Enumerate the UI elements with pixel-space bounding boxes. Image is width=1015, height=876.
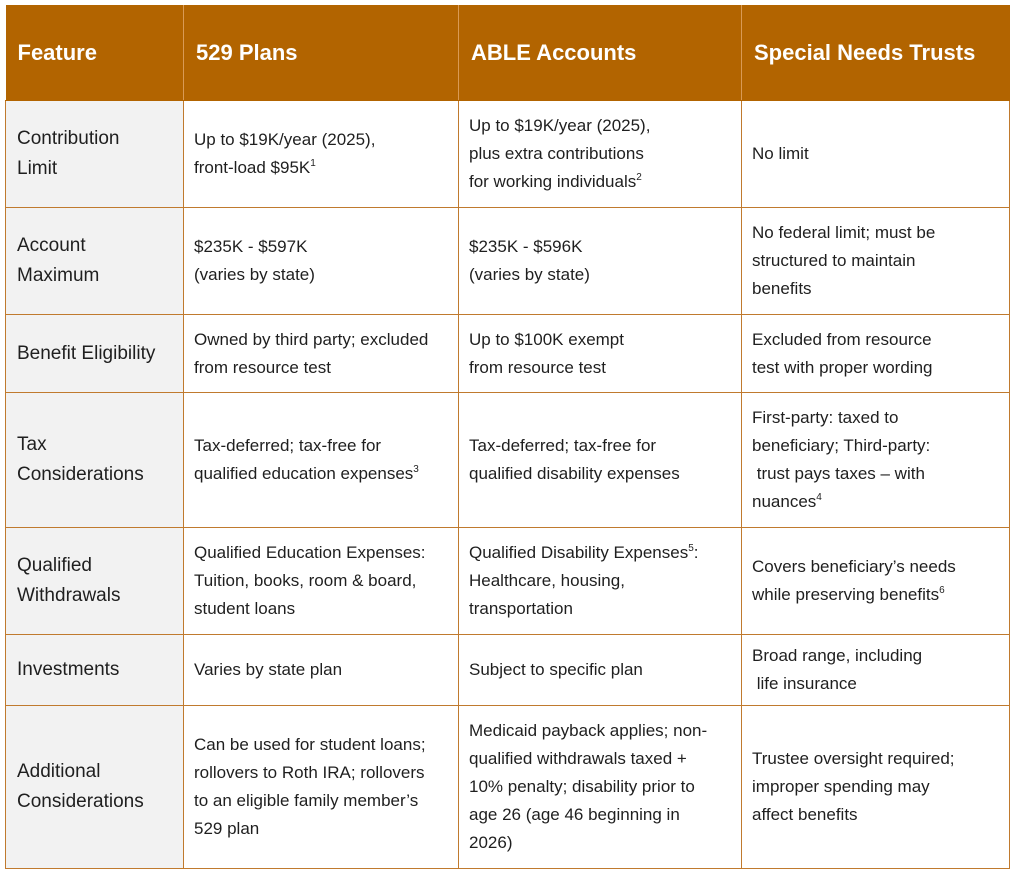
cell-able-accounts: [459, 706, 742, 869]
cell-text-line: [194, 539, 448, 567]
feature-label-line: Investments: [17, 659, 120, 680]
cell-text-line: [752, 275, 999, 303]
table-body: [6, 101, 1010, 869]
header-feature: Feature: [6, 5, 184, 101]
cell-text-line: [194, 787, 448, 815]
feature-label-line: Contribution: [17, 128, 120, 149]
cell-529-plans: [184, 528, 459, 635]
feature-label-line: Considerations: [17, 791, 144, 812]
table-row: [6, 101, 1010, 208]
cell-text: student loans: [194, 599, 296, 618]
feature-label: [6, 635, 184, 706]
feature-label-line: Maximum: [17, 265, 100, 286]
table-row: [6, 393, 1010, 528]
cell-text-line: [752, 553, 999, 581]
cell-able-accounts: [459, 528, 742, 635]
cell-text: Medicaid payback applies; non-: [469, 721, 708, 740]
cell-text: Broad range, including: [752, 646, 923, 665]
cell-text-line: [469, 773, 731, 801]
cell-text-line: [752, 140, 999, 168]
cell-text: Qualified Disability Expenses: [469, 543, 689, 562]
cell-529-plans: [184, 393, 459, 528]
feature-label-line: Withdrawals: [17, 585, 121, 606]
cell-text-line: [752, 326, 999, 354]
cell-text-line: [469, 801, 731, 829]
footnote-marker: 6: [939, 585, 945, 596]
cell-text: Covers beneficiary’s needs: [752, 557, 956, 576]
cell-special-needs-trusts: [742, 635, 1010, 706]
cell-text-line: [469, 326, 731, 354]
cell-text: qualified disability expenses: [469, 464, 680, 483]
cell-text: nuances: [752, 492, 817, 511]
cell-text: Subject to specific plan: [469, 660, 643, 679]
cell-text-line: [752, 219, 999, 247]
header-able-accounts: ABLE Accounts: [459, 5, 742, 101]
cell-text: from resource test: [469, 357, 606, 377]
cell-text-line: [752, 488, 999, 516]
cell-special-needs-trusts: [742, 208, 1010, 315]
footnote-marker: 1: [310, 158, 316, 169]
cell-text-line: [752, 354, 999, 382]
cell-text: $235K - $597K: [194, 237, 308, 256]
cell-text-line: [752, 432, 999, 460]
cell-text-line: [194, 354, 448, 382]
cell-text-line: [752, 670, 999, 698]
cell-special-needs-trusts: [742, 315, 1010, 393]
cell-text: $235K - $596K: [469, 237, 583, 256]
cell-text-line: [469, 168, 731, 196]
cell-529-plans: [184, 635, 459, 706]
cell-text: Healthcare, housing,: [469, 571, 625, 590]
cell-text: Up to $19K/year (2025),: [469, 116, 651, 135]
cell-text-line: [194, 154, 448, 182]
footnote-marker: 2: [636, 172, 642, 183]
cell-text-line: [752, 801, 999, 829]
cell-text: affect benefits: [752, 805, 858, 824]
feature-label: [6, 315, 184, 393]
cell-text-line: [194, 731, 448, 759]
cell-text-line: [194, 567, 448, 595]
feature-label: [6, 706, 184, 869]
header-529-plans: 529 Plans: [184, 5, 459, 101]
cell-text: Owned by third party; excluded: [194, 329, 429, 349]
cell-text: No federal limit; must be: [752, 223, 936, 242]
cell-text-suffix: :: [693, 543, 699, 562]
feature-label-line: Considerations: [17, 464, 144, 485]
cell-text: (varies by state): [194, 265, 315, 284]
cell-special-needs-trusts: [742, 101, 1010, 208]
cell-text: benefits: [752, 279, 812, 298]
table-row: [6, 315, 1010, 393]
cell-able-accounts: [459, 101, 742, 208]
cell-text: while preserving benefits: [752, 585, 940, 604]
comparison-table: [5, 5, 1010, 869]
cell-text: qualified withdrawals taxed +: [469, 749, 687, 768]
cell-text: Qualified Education Expenses:: [194, 543, 426, 562]
cell-text-line: [752, 745, 999, 773]
table-header: [6, 5, 1010, 101]
cell-special-needs-trusts: [742, 393, 1010, 528]
cell-text: Up to $19K/year (2025),: [194, 130, 376, 149]
cell-text: beneficiary; Third-party:: [752, 436, 931, 455]
feature-label: [6, 528, 184, 635]
cell-text-line: [469, 354, 731, 382]
cell-special-needs-trusts: [742, 706, 1010, 869]
cell-text: Excluded from resource: [752, 329, 932, 349]
cell-text-line: [752, 642, 999, 670]
cell-text-line: [194, 326, 448, 354]
cell-text: structured to maintain: [752, 251, 916, 270]
cell-text: from resource test: [194, 357, 331, 377]
cell-text: Tax-deferred; tax-free for: [469, 436, 657, 455]
cell-text-line: [469, 432, 731, 460]
cell-text: test with proper wording: [752, 357, 933, 377]
cell-text: for working individuals: [469, 172, 637, 191]
cell-text-line: [469, 460, 731, 488]
cell-text: Up to $100K exempt: [469, 329, 624, 349]
cell-text: rollovers to Roth IRA; rollovers: [194, 763, 425, 782]
cell-text: 10% penalty; disability prior to: [469, 777, 695, 796]
cell-able-accounts: [459, 635, 742, 706]
feature-label: [6, 101, 184, 208]
table-row: [6, 208, 1010, 315]
table-row: [6, 706, 1010, 869]
cell-text-line: [752, 460, 999, 488]
cell-text: Varies by state plan: [194, 660, 343, 679]
cell-text-line: [469, 539, 731, 567]
cell-text-line: [469, 261, 731, 289]
cell-text: transportation: [469, 599, 573, 618]
footnote-marker: 3: [413, 464, 419, 475]
header-row: [6, 5, 1010, 101]
cell-able-accounts: [459, 393, 742, 528]
feature-label-line: Limit: [17, 158, 58, 179]
cell-text: First-party: taxed to: [752, 408, 899, 427]
cell-text: Can be used for student loans;: [194, 735, 426, 754]
cell-529-plans: [184, 706, 459, 869]
cell-text: life insurance: [752, 674, 857, 693]
feature-label-line: Qualified: [17, 555, 92, 576]
feature-label: [6, 393, 184, 528]
cell-text: 2026): [469, 833, 513, 852]
cell-text-line: [194, 460, 448, 488]
cell-529-plans: [184, 101, 459, 208]
cell-text-line: [469, 829, 731, 857]
cell-text: No limit: [752, 144, 809, 163]
cell-text-line: [194, 261, 448, 289]
cell-text-line: [194, 656, 448, 684]
cell-text: Tax-deferred; tax-free for: [194, 436, 382, 455]
cell-text-line: [194, 815, 448, 843]
cell-text-line: [194, 759, 448, 787]
cell-text-line: [469, 656, 731, 684]
cell-text-line: [752, 581, 999, 609]
cell-text: improper spending may: [752, 777, 930, 796]
cell-text: 529 plan: [194, 819, 260, 838]
header-special-needs-trusts: Special Needs Trusts: [742, 5, 1010, 101]
cell-text-line: [752, 773, 999, 801]
feature-label-line: Additional: [17, 761, 101, 782]
table-row: [6, 635, 1010, 706]
cell-text: Tuition, books, room & board,: [194, 571, 417, 590]
cell-529-plans: [184, 208, 459, 315]
cell-text: front-load $95K: [194, 158, 311, 177]
cell-text-line: [752, 404, 999, 432]
feature-label-line: Tax: [17, 434, 47, 455]
cell-text-line: [194, 432, 448, 460]
cell-text-line: [469, 745, 731, 773]
cell-text-line: [469, 717, 731, 745]
feature-label-line: Benefit Eligibility: [17, 342, 156, 364]
cell-text-line: [194, 126, 448, 154]
feature-label-line: Account: [17, 235, 86, 256]
cell-text: plus extra contributions: [469, 144, 644, 163]
cell-text: qualified education expenses: [194, 464, 414, 483]
cell-text: Trustee oversight required;: [752, 749, 955, 768]
cell-text-line: [194, 595, 448, 623]
footnote-marker: 5: [688, 543, 694, 554]
cell-text: age 26 (age 46 beginning in: [469, 805, 680, 824]
cell-able-accounts: [459, 208, 742, 315]
cell-text-line: [469, 233, 731, 261]
cell-text-line: [194, 233, 448, 261]
cell-text-line: [752, 247, 999, 275]
cell-529-plans: [184, 315, 459, 393]
cell-special-needs-trusts: [742, 528, 1010, 635]
cell-able-accounts: [459, 315, 742, 393]
cell-text-line: [469, 567, 731, 595]
cell-text-line: [469, 140, 731, 168]
cell-text: trust pays taxes – with: [752, 464, 925, 483]
cell-text-line: [469, 595, 731, 623]
cell-text: (varies by state): [469, 265, 590, 284]
footnote-marker: 4: [816, 492, 822, 503]
cell-text: to an eligible family member’s: [194, 791, 419, 810]
feature-label: [6, 208, 184, 315]
table-row: [6, 528, 1010, 635]
cell-text-line: [469, 112, 731, 140]
